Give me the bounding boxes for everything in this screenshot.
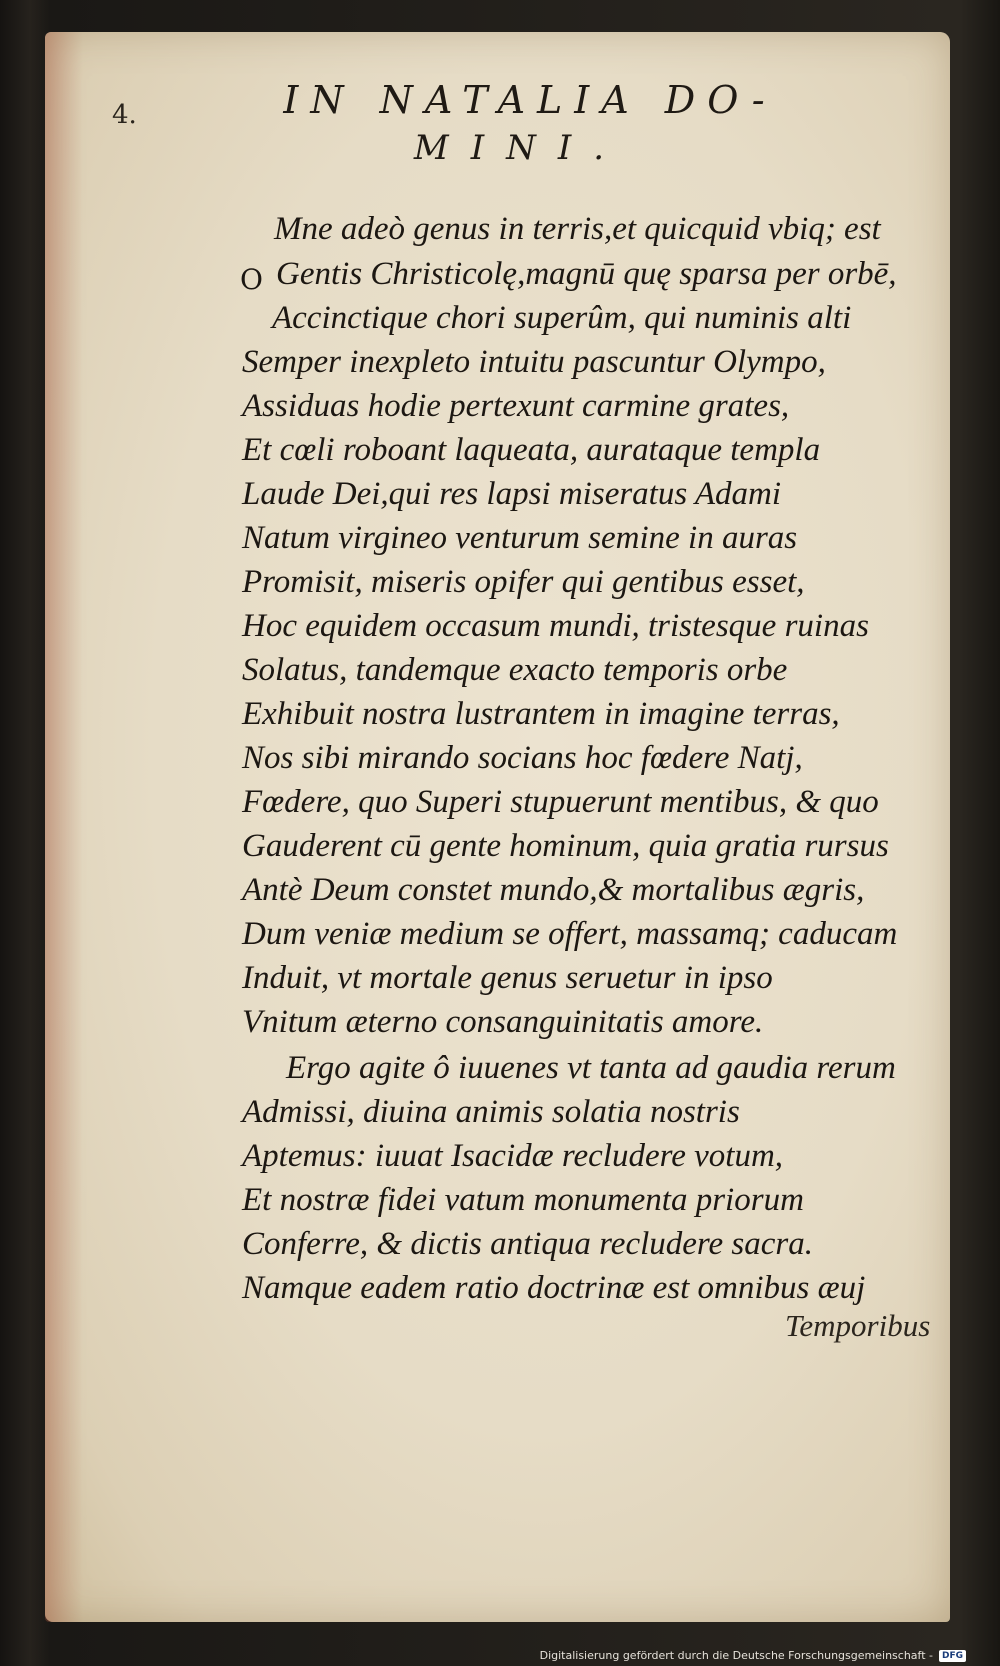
- page-title-line-2: MINI.: [413, 128, 627, 168]
- verse-line-25: Namque eadem ratio doctrinæ est omnibus æuj: [242, 1270, 866, 1306]
- digitization-credit: [540, 1649, 966, 1662]
- drop-capital: O: [240, 263, 263, 296]
- verse-line-17: Dum veniæ medium se offert, massamq; caducam: [242, 916, 898, 952]
- dfg-logo: DFG: [939, 1650, 966, 1662]
- verse-line-21: Admissi, diuina animis solatia nostris: [242, 1094, 740, 1130]
- verse-line-10: Hoc equidem occasum mundi, tristesque ruinas: [242, 608, 869, 644]
- verse-line-8: Natum virgineo venturum semine in auras: [242, 520, 798, 556]
- verse-line-6: Et cœli roboant laqueata, aurataque templa: [242, 432, 821, 468]
- verse-line-12: Exhibuit nostra lustrantem in imagine terras,: [242, 696, 840, 732]
- page-title-line-1: IN NATALIA DO-: [283, 78, 777, 122]
- verse-line-23: Et nostræ fidei vatum monumenta priorum: [242, 1182, 804, 1218]
- catchword: Temporibus: [785, 1308, 931, 1343]
- verse-line-4: Semper inexpleto intuitu pascuntur Olympo,: [242, 344, 826, 380]
- verse-line-22: Aptemus: iuuat Isacidæ recludere votum,: [242, 1138, 784, 1174]
- verse-line-9: Promisit, miseris opifer qui gentibus esset,: [242, 564, 805, 600]
- verse-line-20: Ergo agite ô iuuenes vt tanta ad gaudia rerum: [286, 1050, 896, 1086]
- verse-line-16: Antè Deum constet mundo,& mortalibus ægris,: [242, 872, 865, 908]
- verse-line-14: Fœdere, quo Superi stupuerunt mentibus, & quo: [242, 784, 879, 820]
- verse-line-15: Gauderent cū gente hominum, quia gratia rursus: [242, 828, 889, 864]
- page-edge-stain: [45, 32, 83, 1622]
- verse-line-3: Accinctique chori superûm, qui numinis alti: [272, 300, 852, 336]
- verse-line-11: Solatus, tandemque exacto temporis orbe: [242, 652, 788, 688]
- verse-line-5: Assiduas hodie pertexunt carmine grates,: [242, 388, 790, 424]
- verse-line-13: Nos sibi mirando socians hoc fœdere Natj,: [242, 740, 803, 776]
- credit-text: Digitalisierung gefördert durch die Deutsche Forschungsgemeinschaft -: [539, 1649, 933, 1662]
- page-number: 4.: [112, 100, 137, 130]
- verse-line-24: Conferre, & dictis antiqua recludere sacra.: [242, 1226, 814, 1262]
- verse-line-2: Gentis Christicolę,magnū quę sparsa per orbē,: [276, 256, 897, 292]
- verse-line-7: Laude Dei,qui res lapsi miseratus Adami: [242, 476, 782, 512]
- verse-line-1: Mne adeò genus in terris,et quicquid vbiq; est: [274, 211, 881, 247]
- verse-line-18: Induit, vt mortale genus seruetur in ipso: [242, 960, 773, 996]
- verse-line-19: Vnitum æterno consanguinitatis amore.: [242, 1004, 764, 1040]
